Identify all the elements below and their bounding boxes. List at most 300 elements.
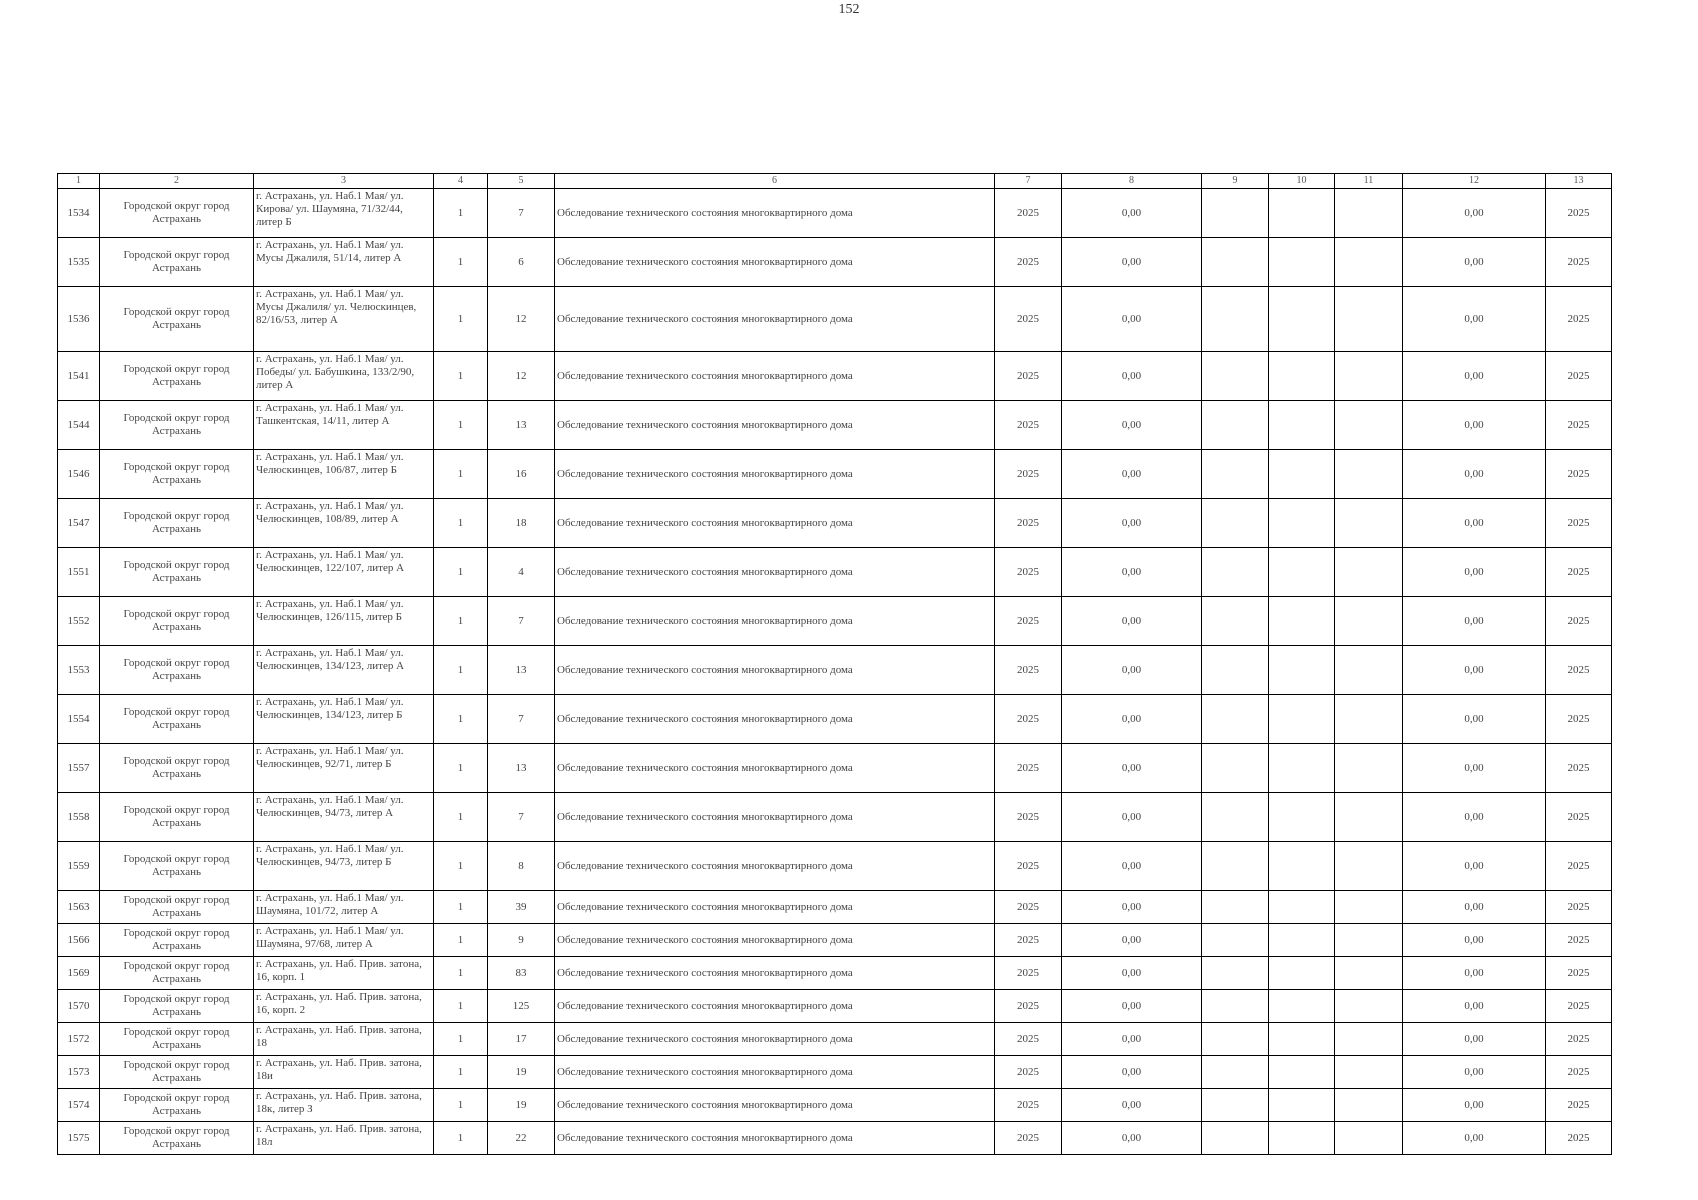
column-number-cell: 1 xyxy=(58,174,100,189)
col4-cell: 1 xyxy=(434,646,488,695)
table-row xyxy=(58,287,1612,352)
col9-cell xyxy=(1202,499,1269,548)
cost-cell: 0,00 xyxy=(1062,924,1202,957)
cost-cell: 0,00 xyxy=(1062,238,1202,287)
col12-cell: 0,00 xyxy=(1403,924,1546,957)
col5-cell: 7 xyxy=(488,695,555,744)
col11-cell xyxy=(1335,499,1403,548)
work-type-cell: Обследование технического состояния многоквартирного дома xyxy=(555,793,995,842)
municipality-cell: Городской округ город Астрахань xyxy=(100,189,254,238)
work-type-cell: Обследование технического состояния многоквартирного дома xyxy=(555,1056,995,1089)
municipality-cell: Городской округ город Астрахань xyxy=(100,957,254,990)
col13-cell: 2025 xyxy=(1546,1122,1612,1155)
column-number-cell: 5 xyxy=(488,174,555,189)
year-cell: 2025 xyxy=(995,287,1062,352)
column-number-cell: 3 xyxy=(254,174,434,189)
col12-cell: 0,00 xyxy=(1403,1023,1546,1056)
col11-cell xyxy=(1335,1056,1403,1089)
row-number-cell: 1570 xyxy=(58,990,100,1023)
column-number-cell: 11 xyxy=(1335,174,1403,189)
cost-cell: 0,00 xyxy=(1062,990,1202,1023)
table-row xyxy=(58,744,1612,793)
col4-cell: 1 xyxy=(434,695,488,744)
address-cell: г. Астрахань, ул. Наб.1 Мая/ ул. Мусы Джалиля, 51/14, литер А xyxy=(254,238,434,287)
col5-cell: 7 xyxy=(488,189,555,238)
municipality-cell: Городской округ город Астрахань xyxy=(100,924,254,957)
col11-cell xyxy=(1335,352,1403,401)
year-cell: 2025 xyxy=(995,499,1062,548)
col4-cell: 1 xyxy=(434,744,488,793)
col10-cell xyxy=(1269,597,1335,646)
col12-cell: 0,00 xyxy=(1403,189,1546,238)
cost-cell: 0,00 xyxy=(1062,1122,1202,1155)
col12-cell: 0,00 xyxy=(1403,695,1546,744)
municipality-cell: Городской округ город Астрахань xyxy=(100,238,254,287)
municipality-cell: Городской округ город Астрахань xyxy=(100,597,254,646)
address-cell: г. Астрахань, ул. Наб. Прив. затона, 16, корп. 1 xyxy=(254,957,434,990)
table-row xyxy=(58,548,1612,597)
col4-cell: 1 xyxy=(434,1089,488,1122)
col10-cell xyxy=(1269,842,1335,891)
col4-cell: 1 xyxy=(434,1122,488,1155)
work-type-cell: Обследование технического состояния многоквартирного дома xyxy=(555,744,995,793)
year-cell: 2025 xyxy=(995,1023,1062,1056)
municipality-cell: Городской округ город Астрахань xyxy=(100,287,254,352)
work-type-cell: Обследование технического состояния многоквартирного дома xyxy=(555,287,995,352)
col11-cell xyxy=(1335,597,1403,646)
column-number-cell: 7 xyxy=(995,174,1062,189)
col9-cell xyxy=(1202,1089,1269,1122)
col10-cell xyxy=(1269,891,1335,924)
cost-cell: 0,00 xyxy=(1062,499,1202,548)
address-cell: г. Астрахань, ул. Наб. Прив. затона, 18 xyxy=(254,1023,434,1056)
row-number-cell: 1535 xyxy=(58,238,100,287)
row-number-cell: 1547 xyxy=(58,499,100,548)
col11-cell xyxy=(1335,450,1403,499)
table-row xyxy=(58,1056,1612,1089)
col13-cell: 2025 xyxy=(1546,695,1612,744)
column-number-cell: 10 xyxy=(1269,174,1335,189)
col11-cell xyxy=(1335,924,1403,957)
col12-cell: 0,00 xyxy=(1403,957,1546,990)
row-number-cell: 1559 xyxy=(58,842,100,891)
col11-cell xyxy=(1335,1122,1403,1155)
capital-repair-table xyxy=(57,173,1612,1155)
col11-cell xyxy=(1335,1089,1403,1122)
row-number-cell: 1566 xyxy=(58,924,100,957)
year-cell: 2025 xyxy=(995,189,1062,238)
address-cell: г. Астрахань, ул. Наб. Прив. затона, 16, корп. 2 xyxy=(254,990,434,1023)
col9-cell xyxy=(1202,287,1269,352)
work-type-cell: Обследование технического состояния многоквартирного дома xyxy=(555,450,995,499)
cost-cell: 0,00 xyxy=(1062,548,1202,597)
row-number-cell: 1554 xyxy=(58,695,100,744)
municipality-cell: Городской округ город Астрахань xyxy=(100,1023,254,1056)
col9-cell xyxy=(1202,450,1269,499)
address-cell: г. Астрахань, ул. Наб. Прив. затона, 18и xyxy=(254,1056,434,1089)
municipality-cell: Городской округ город Астрахань xyxy=(100,646,254,695)
col4-cell: 1 xyxy=(434,1056,488,1089)
col10-cell xyxy=(1269,352,1335,401)
year-cell: 2025 xyxy=(995,695,1062,744)
col10-cell xyxy=(1269,646,1335,695)
table-row xyxy=(58,1122,1612,1155)
address-cell: г. Астрахань, ул. Наб.1 Мая/ ул. Победы/ ул. Бабушкина, 133/2/90, литер А xyxy=(254,352,434,401)
table-row xyxy=(58,189,1612,238)
work-type-cell: Обследование технического состояния многоквартирного дома xyxy=(555,1089,995,1122)
col5-cell: 13 xyxy=(488,401,555,450)
col13-cell: 2025 xyxy=(1546,450,1612,499)
page-number: 152 xyxy=(838,2,860,17)
address-cell: г. Астрахань, ул. Наб.1 Мая/ ул. Челюскинцев, 94/73, литер Б xyxy=(254,842,434,891)
column-number-cell: 6 xyxy=(555,174,995,189)
column-number-row xyxy=(58,174,1612,189)
table-row xyxy=(58,597,1612,646)
municipality-cell: Городской округ город Астрахань xyxy=(100,793,254,842)
col9-cell xyxy=(1202,1122,1269,1155)
work-type-cell: Обследование технического состояния многоквартирного дома xyxy=(555,189,995,238)
col9-cell xyxy=(1202,238,1269,287)
col5-cell: 39 xyxy=(488,891,555,924)
row-number-cell: 1575 xyxy=(58,1122,100,1155)
col10-cell xyxy=(1269,793,1335,842)
col9-cell xyxy=(1202,401,1269,450)
col12-cell: 0,00 xyxy=(1403,842,1546,891)
address-cell: г. Астрахань, ул. Наб.1 Мая/ ул. Челюскинцев, 94/73, литер А xyxy=(254,793,434,842)
work-type-cell: Обследование технического состояния многоквартирного дома xyxy=(555,646,995,695)
address-cell: г. Астрахань, ул. Наб.1 Мая/ ул. Кирова/ ул. Шаумяна, 71/32/44, литер Б xyxy=(254,189,434,238)
col5-cell: 7 xyxy=(488,597,555,646)
col9-cell xyxy=(1202,189,1269,238)
work-type-cell: Обследование технического состояния многоквартирного дома xyxy=(555,352,995,401)
col4-cell: 1 xyxy=(434,189,488,238)
col10-cell xyxy=(1269,1089,1335,1122)
work-type-cell: Обследование технического состояния многоквартирного дома xyxy=(555,1122,995,1155)
col13-cell: 2025 xyxy=(1546,744,1612,793)
col10-cell xyxy=(1269,401,1335,450)
col13-cell: 2025 xyxy=(1546,1023,1612,1056)
col9-cell xyxy=(1202,990,1269,1023)
year-cell: 2025 xyxy=(995,793,1062,842)
cost-cell: 0,00 xyxy=(1062,744,1202,793)
col12-cell: 0,00 xyxy=(1403,990,1546,1023)
year-cell: 2025 xyxy=(995,990,1062,1023)
col9-cell xyxy=(1202,744,1269,793)
table-row xyxy=(58,842,1612,891)
col11-cell xyxy=(1335,1023,1403,1056)
work-type-cell: Обследование технического состояния многоквартирного дома xyxy=(555,924,995,957)
municipality-cell: Городской округ город Астрахань xyxy=(100,891,254,924)
col9-cell xyxy=(1202,924,1269,957)
col9-cell xyxy=(1202,646,1269,695)
col10-cell xyxy=(1269,450,1335,499)
work-type-cell: Обследование технического состояния многоквартирного дома xyxy=(555,548,995,597)
cost-cell: 0,00 xyxy=(1062,189,1202,238)
table-row xyxy=(58,401,1612,450)
municipality-cell: Городской округ город Астрахань xyxy=(100,499,254,548)
col11-cell xyxy=(1335,842,1403,891)
address-cell: г. Астрахань, ул. Наб.1 Мая/ ул. Шаумяна, 97/68, литер А xyxy=(254,924,434,957)
cost-cell: 0,00 xyxy=(1062,646,1202,695)
year-cell: 2025 xyxy=(995,1089,1062,1122)
year-cell: 2025 xyxy=(995,238,1062,287)
col5-cell: 22 xyxy=(488,1122,555,1155)
col13-cell: 2025 xyxy=(1546,957,1612,990)
address-cell: г. Астрахань, ул. Наб.1 Мая/ ул. Челюскинцев, 134/123, литер Б xyxy=(254,695,434,744)
col10-cell xyxy=(1269,957,1335,990)
col10-cell xyxy=(1269,1023,1335,1056)
col11-cell xyxy=(1335,695,1403,744)
col13-cell: 2025 xyxy=(1546,924,1612,957)
row-number-cell: 1534 xyxy=(58,189,100,238)
col5-cell: 6 xyxy=(488,238,555,287)
column-number-cell: 13 xyxy=(1546,174,1612,189)
year-cell: 2025 xyxy=(995,957,1062,990)
col13-cell: 2025 xyxy=(1546,1089,1612,1122)
row-number-cell: 1574 xyxy=(58,1089,100,1122)
year-cell: 2025 xyxy=(995,646,1062,695)
col10-cell xyxy=(1269,189,1335,238)
col5-cell: 7 xyxy=(488,793,555,842)
col11-cell xyxy=(1335,793,1403,842)
col10-cell xyxy=(1269,499,1335,548)
work-type-cell: Обследование технического состояния многоквартирного дома xyxy=(555,957,995,990)
col13-cell: 2025 xyxy=(1546,793,1612,842)
work-type-cell: Обследование технического состояния многоквартирного дома xyxy=(555,1023,995,1056)
cost-cell: 0,00 xyxy=(1062,1089,1202,1122)
cost-cell: 0,00 xyxy=(1062,793,1202,842)
table-row xyxy=(58,1023,1612,1056)
col13-cell: 2025 xyxy=(1546,597,1612,646)
col9-cell xyxy=(1202,1023,1269,1056)
col10-cell xyxy=(1269,924,1335,957)
col12-cell: 0,00 xyxy=(1403,287,1546,352)
col13-cell: 2025 xyxy=(1546,499,1612,548)
year-cell: 2025 xyxy=(995,548,1062,597)
col13-cell: 2025 xyxy=(1546,352,1612,401)
col4-cell: 1 xyxy=(434,238,488,287)
col5-cell: 17 xyxy=(488,1023,555,1056)
col12-cell: 0,00 xyxy=(1403,401,1546,450)
col4-cell: 1 xyxy=(434,352,488,401)
col11-cell xyxy=(1335,548,1403,597)
row-number-cell: 1557 xyxy=(58,744,100,793)
work-type-cell: Обследование технического состояния многоквартирного дома xyxy=(555,842,995,891)
col10-cell xyxy=(1269,744,1335,793)
col11-cell xyxy=(1335,401,1403,450)
col5-cell: 4 xyxy=(488,548,555,597)
cost-cell: 0,00 xyxy=(1062,287,1202,352)
work-type-cell: Обследование технического состояния многоквартирного дома xyxy=(555,401,995,450)
row-number-cell: 1541 xyxy=(58,352,100,401)
cost-cell: 0,00 xyxy=(1062,401,1202,450)
address-cell: г. Астрахань, ул. Наб. Прив. затона, 18л xyxy=(254,1122,434,1155)
address-cell: г. Астрахань, ул. Наб.1 Мая/ ул. Мусы Джалиля/ ул. Челюскинцев, 82/16/53, литер А xyxy=(254,287,434,352)
col11-cell xyxy=(1335,744,1403,793)
col13-cell: 2025 xyxy=(1546,1056,1612,1089)
col11-cell xyxy=(1335,287,1403,352)
row-number-cell: 1573 xyxy=(58,1056,100,1089)
col4-cell: 1 xyxy=(434,548,488,597)
col5-cell: 83 xyxy=(488,957,555,990)
column-number-cell: 12 xyxy=(1403,174,1546,189)
col5-cell: 13 xyxy=(488,646,555,695)
col9-cell xyxy=(1202,1056,1269,1089)
year-cell: 2025 xyxy=(995,597,1062,646)
col13-cell: 2025 xyxy=(1546,646,1612,695)
table-row xyxy=(58,1089,1612,1122)
table-row xyxy=(58,695,1612,744)
cost-cell: 0,00 xyxy=(1062,957,1202,990)
col10-cell xyxy=(1269,990,1335,1023)
col9-cell xyxy=(1202,842,1269,891)
row-number-cell: 1569 xyxy=(58,957,100,990)
col5-cell: 19 xyxy=(488,1056,555,1089)
col10-cell xyxy=(1269,548,1335,597)
address-cell: г. Астрахань, ул. Наб.1 Мая/ ул. Челюскинцев, 126/115, литер Б xyxy=(254,597,434,646)
col12-cell: 0,00 xyxy=(1403,352,1546,401)
col12-cell: 0,00 xyxy=(1403,597,1546,646)
col4-cell: 1 xyxy=(434,842,488,891)
cost-cell: 0,00 xyxy=(1062,1056,1202,1089)
col5-cell: 13 xyxy=(488,744,555,793)
col4-cell: 1 xyxy=(434,499,488,548)
col11-cell xyxy=(1335,238,1403,287)
cost-cell: 0,00 xyxy=(1062,695,1202,744)
table-row xyxy=(58,891,1612,924)
col4-cell: 1 xyxy=(434,924,488,957)
col10-cell xyxy=(1269,1122,1335,1155)
table-row xyxy=(58,924,1612,957)
col11-cell xyxy=(1335,891,1403,924)
municipality-cell: Городской округ город Астрахань xyxy=(100,695,254,744)
col5-cell: 12 xyxy=(488,352,555,401)
col5-cell: 125 xyxy=(488,990,555,1023)
work-type-cell: Обследование технического состояния многоквартирного дома xyxy=(555,891,995,924)
col4-cell: 1 xyxy=(434,957,488,990)
row-number-cell: 1544 xyxy=(58,401,100,450)
cost-cell: 0,00 xyxy=(1062,891,1202,924)
col11-cell xyxy=(1335,957,1403,990)
cost-cell: 0,00 xyxy=(1062,450,1202,499)
row-number-cell: 1551 xyxy=(58,548,100,597)
col10-cell xyxy=(1269,287,1335,352)
year-cell: 2025 xyxy=(995,891,1062,924)
address-cell: г. Астрахань, ул. Наб.1 Мая/ ул. Челюскинцев, 106/87, литер Б xyxy=(254,450,434,499)
col5-cell: 19 xyxy=(488,1089,555,1122)
municipality-cell: Городской округ город Астрахань xyxy=(100,450,254,499)
table-row xyxy=(58,352,1612,401)
col9-cell xyxy=(1202,957,1269,990)
col13-cell: 2025 xyxy=(1546,842,1612,891)
col5-cell: 12 xyxy=(488,287,555,352)
column-number-cell: 4 xyxy=(434,174,488,189)
work-type-cell: Обследование технического состояния многоквартирного дома xyxy=(555,499,995,548)
col13-cell: 2025 xyxy=(1546,891,1612,924)
column-number-cell: 9 xyxy=(1202,174,1269,189)
col4-cell: 1 xyxy=(434,793,488,842)
col11-cell xyxy=(1335,189,1403,238)
col4-cell: 1 xyxy=(434,401,488,450)
column-number-cell: 8 xyxy=(1062,174,1202,189)
col5-cell: 8 xyxy=(488,842,555,891)
column-number-cell: 2 xyxy=(100,174,254,189)
col10-cell xyxy=(1269,238,1335,287)
year-cell: 2025 xyxy=(995,924,1062,957)
col12-cell: 0,00 xyxy=(1403,793,1546,842)
work-type-cell: Обследование технического состояния многоквартирного дома xyxy=(555,597,995,646)
col12-cell: 0,00 xyxy=(1403,744,1546,793)
year-cell: 2025 xyxy=(995,352,1062,401)
col13-cell: 2025 xyxy=(1546,238,1612,287)
col13-cell: 2025 xyxy=(1546,287,1612,352)
col12-cell: 0,00 xyxy=(1403,238,1546,287)
col9-cell xyxy=(1202,793,1269,842)
cost-cell: 0,00 xyxy=(1062,842,1202,891)
table-row xyxy=(58,646,1612,695)
work-type-cell: Обследование технического состояния многоквартирного дома xyxy=(555,695,995,744)
col9-cell xyxy=(1202,352,1269,401)
row-number-cell: 1552 xyxy=(58,597,100,646)
municipality-cell: Городской округ город Астрахань xyxy=(100,352,254,401)
col13-cell: 2025 xyxy=(1546,401,1612,450)
col12-cell: 0,00 xyxy=(1403,450,1546,499)
municipality-cell: Городской округ город Астрахань xyxy=(100,1122,254,1155)
year-cell: 2025 xyxy=(995,1122,1062,1155)
work-type-cell: Обследование технического состояния многоквартирного дома xyxy=(555,990,995,1023)
address-cell: г. Астрахань, ул. Наб.1 Мая/ ул. Челюскинцев, 122/107, литер А xyxy=(254,548,434,597)
address-cell: г. Астрахань, ул. Наб.1 Мая/ ул. Ташкентская, 14/11, литер А xyxy=(254,401,434,450)
table-row xyxy=(58,450,1612,499)
municipality-cell: Городской округ город Астрахань xyxy=(100,990,254,1023)
municipality-cell: Городской округ город Астрахань xyxy=(100,401,254,450)
col10-cell xyxy=(1269,695,1335,744)
col12-cell: 0,00 xyxy=(1403,548,1546,597)
col9-cell xyxy=(1202,548,1269,597)
col13-cell: 2025 xyxy=(1546,990,1612,1023)
year-cell: 2025 xyxy=(995,401,1062,450)
address-cell: г. Астрахань, ул. Наб.1 Мая/ ул. Челюскинцев, 92/71, литер Б xyxy=(254,744,434,793)
col12-cell: 0,00 xyxy=(1403,1089,1546,1122)
table-row xyxy=(58,957,1612,990)
municipality-cell: Городской округ город Астрахань xyxy=(100,744,254,793)
col4-cell: 1 xyxy=(434,450,488,499)
address-cell: г. Астрахань, ул. Наб.1 Мая/ ул. Челюскинцев, 108/89, литер А xyxy=(254,499,434,548)
col9-cell xyxy=(1202,695,1269,744)
col12-cell: 0,00 xyxy=(1403,1056,1546,1089)
year-cell: 2025 xyxy=(995,450,1062,499)
row-number-cell: 1536 xyxy=(58,287,100,352)
work-type-cell: Обследование технического состояния многоквартирного дома xyxy=(555,238,995,287)
col5-cell: 16 xyxy=(488,450,555,499)
col5-cell: 9 xyxy=(488,924,555,957)
col9-cell xyxy=(1202,597,1269,646)
col4-cell: 1 xyxy=(434,597,488,646)
table-row xyxy=(58,499,1612,548)
cost-cell: 0,00 xyxy=(1062,352,1202,401)
col4-cell: 1 xyxy=(434,891,488,924)
year-cell: 2025 xyxy=(995,842,1062,891)
table-row xyxy=(58,793,1612,842)
municipality-cell: Городской округ город Астрахань xyxy=(100,1056,254,1089)
col5-cell: 18 xyxy=(488,499,555,548)
col12-cell: 0,00 xyxy=(1403,499,1546,548)
row-number-cell: 1563 xyxy=(58,891,100,924)
table-row xyxy=(58,990,1612,1023)
col13-cell: 2025 xyxy=(1546,189,1612,238)
col11-cell xyxy=(1335,990,1403,1023)
cost-cell: 0,00 xyxy=(1062,597,1202,646)
